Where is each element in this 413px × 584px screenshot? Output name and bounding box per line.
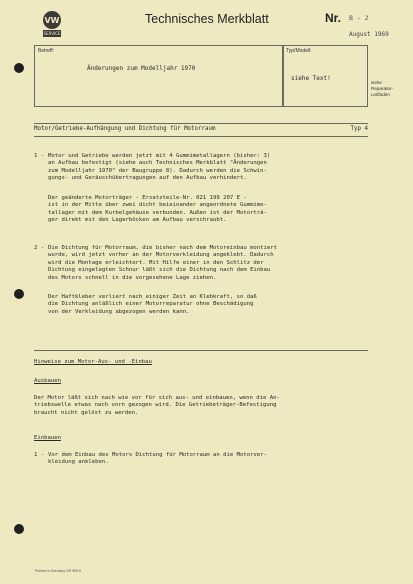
ausbau-title: Ausbauen: [34, 378, 61, 384]
item-paragraph: Die Dichtung für Motorraum, die bisher nach dem Motoreinbau montiert wurde, wird jetzt vorher an der Motorverkleidung angeklebt. Dadurch wird die Montage erleichtert. Mit Hilfe einer in den Schlitz der Dichtung eingelegten Schnur läßt sich die Dichtung nach dem Einbau des Motors schnell in die vorgesehene Lage ziehen.: [48, 245, 278, 281]
hints-title: Hinweise zum Motor-Aus- und -Einbau: [34, 359, 152, 365]
section-heading: [34, 126, 368, 132]
betreff-label: Betreff:: [38, 48, 55, 54]
page-title: Technisches Merkblatt: [145, 12, 269, 26]
einbau-number: 1 -: [34, 452, 45, 458]
number-value: B - 2: [349, 14, 369, 22]
divider: [34, 123, 368, 124]
section-typ: Typ 4: [350, 126, 368, 132]
vw-logo-icon: VW: [43, 11, 61, 29]
betreff-box: [34, 45, 284, 107]
divider: [34, 350, 368, 351]
item-number: 2 -: [34, 245, 45, 251]
einbau-text: Vor dem Einbau des Motors Dichtung für Motorraum an die Motorver- kleidung ankleben.: [48, 452, 267, 466]
item-paragraph: Motor und Getriebe werden jetzt mit 4 Gummimetallagern (bisher: 3) an Aufbau befestigt (siehe auch Technisches Merkblatt "Änderungen zum Modelljahr 1970" der Baugruppe 8). Dadurch werden die Schwin- gungs- und Geräuschübertragungen auf den Aufbau verhindert.: [48, 153, 271, 182]
punch-hole-icon: [14, 289, 24, 299]
ausbau-text: Der Motor läßt sich nach wie vor für sich aus- und einbauen, wenn die An- triebswelle etwas nach vorn gezogen wird. Die Getriebeträger-Befestigung braucht nicht gelöst zu werden.: [34, 395, 280, 416]
betreff-value: Änderungen zum Modelljahr 1970: [87, 65, 196, 72]
typ-label: Typ/Modell:: [286, 48, 312, 54]
service-badge: SERVICE: [43, 31, 61, 36]
side-note: siehe Reparatur- Leitfaden: [371, 80, 393, 97]
number-label: Nr.: [325, 11, 342, 25]
item-paragraph: Der Haftkleber verliert nach einiger Zeit an Klebkraft, so daß die Dichtung anläßlich einer Motorreparatur ohne Beschädigung von der Verkleidung abgezogen werden kann.: [48, 294, 257, 315]
issue-date: August 1969: [349, 31, 389, 38]
item-number: 1 -: [34, 153, 45, 159]
item-paragraph: Der geänderte Motorträger - Ersatzteile-Nr. 021 199 207 E - ist in der Mitte über zwei dicht beieinander angeordnete Gummime- tallager mit dem Kurbelgehäuse verbunden. Außen ist der Motorträ- ger direkt mit den Lagerböcken am Aufbau verschraubt.: [48, 195, 267, 224]
divider: [34, 136, 368, 137]
punch-hole-icon: [14, 524, 24, 534]
punch-hole-icon: [14, 63, 24, 73]
footer-text: Printed in Germany DR 969.8: [35, 569, 81, 573]
typ-value: siehe Text!: [291, 75, 331, 82]
typ-box: [282, 45, 368, 107]
section-title: Motor/Getriebe-Aufhängung und Dichtung für Motorraum: [34, 126, 216, 132]
einbau-title: Einbauen: [34, 435, 61, 441]
